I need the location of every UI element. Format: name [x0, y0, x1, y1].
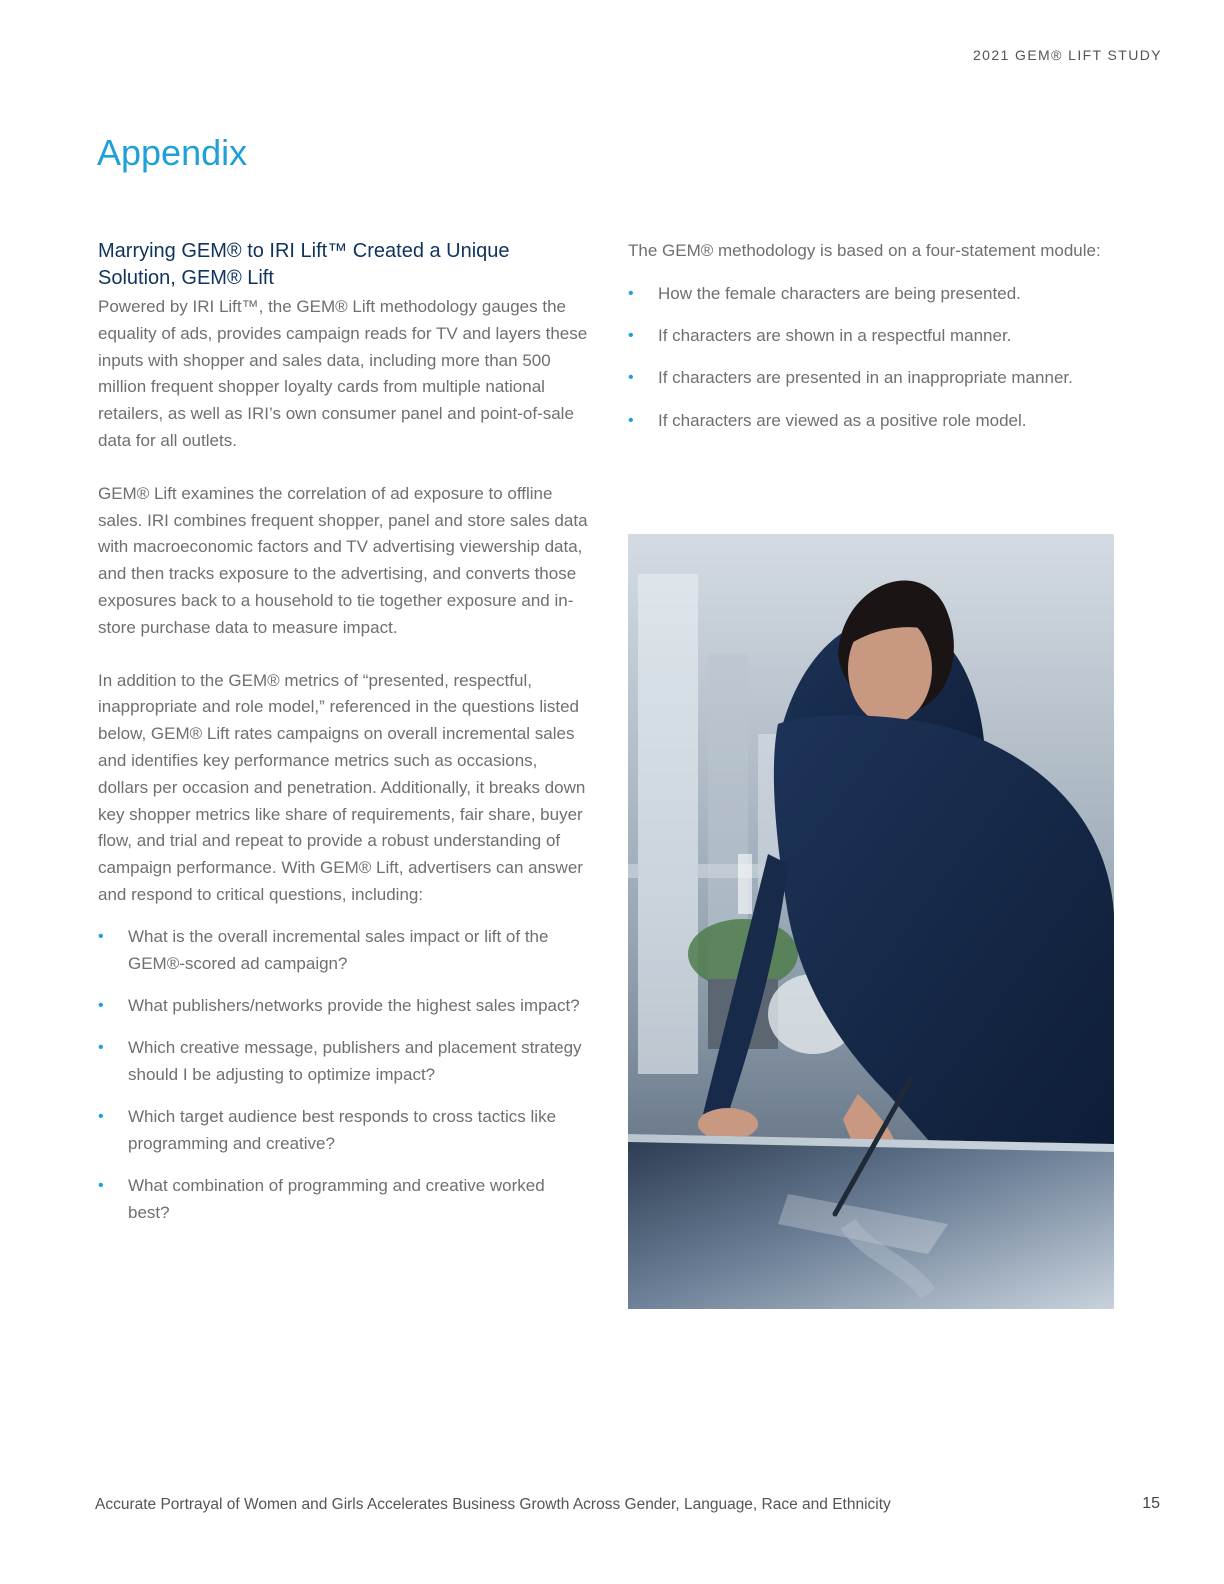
list-item	[628, 281, 1118, 308]
list-item	[98, 1173, 588, 1227]
list-item-text: Which target audience best responds to cross tactics like programming and creative?	[128, 1107, 557, 1154]
list-item-text: If characters are presented in an inappropriate manner.	[658, 368, 1073, 388]
page-title: Appendix	[97, 132, 248, 173]
list-item	[98, 1104, 588, 1158]
footer-text: Accurate Portrayal of Women and Girls Accelerates Business Growth Across Gender, Language, Race and Ethnicity	[95, 1496, 891, 1513]
bullet-icon: •	[628, 411, 634, 429]
page-number: 15	[1142, 1495, 1160, 1512]
list-item	[628, 408, 1118, 435]
list-item	[98, 924, 588, 978]
right-column	[628, 238, 1118, 450]
bullet-icon: •	[98, 1108, 104, 1126]
paragraph-1: Powered by IRI Lift™, the GEM® Lift methodology gauges the equality of ads, provides campaign reads for TV and layers these inputs with shopper and sales data, including more than 500 million frequent shopper loyalty cards from multiple national retailers, as well as IRI’s own consumer panel and point-of-sale data for all outlets.	[98, 297, 588, 450]
list-item-text: How the female characters are being presented.	[658, 283, 1021, 303]
paragraph-3: In addition to the GEM® metrics of “presented, respectful, inappropriate and role model,” referenced in the questions listed below, GEM® Lift rates campaigns on overall incremental sales and identifies key performance metrics such as occasions, dollars per occasion and penetration. Additionally, it breaks down key shopper metrics like share of requirements, fair share, buyer flow, and trial and repeat to provide a robust understanding of campaign performance. With GEM® Lift, advertisers can answer and respond to critical questions, including:	[98, 670, 586, 904]
bullet-icon: •	[628, 284, 634, 302]
paragraph-2: GEM® Lift examines the correlation of ad exposure to offline sales. IRI combines frequent shopper, panel and store sales data with macroeconomic factors and TV advertising viewership data, and then tracks exposure to the advertising, and converts those exposures back to a household to tie together exposure and in-store purchase data to measure impact.	[98, 483, 588, 637]
list-item	[628, 323, 1118, 350]
list-item-text: If characters are shown in a respectful manner.	[658, 326, 1012, 346]
bullet-icon: •	[628, 369, 634, 387]
woman-touchscreen-photo	[628, 534, 1114, 1309]
statements-list	[628, 281, 1118, 435]
bullet-icon: •	[98, 1177, 104, 1195]
bullet-icon: •	[98, 1039, 104, 1057]
questions-list	[98, 924, 588, 1227]
list-item	[628, 365, 1118, 392]
list-item-text: Which creative message, publishers and placement strategy should I be adjusting to optimize impact?	[128, 1038, 582, 1084]
list-item-text: What is the overall incremental sales impact or lift of the GEM®-scored ad campaign?	[128, 926, 549, 973]
section-subhead: Marrying GEM® to IRI Lift™ Created a Unique Solution, GEM® Lift	[98, 240, 510, 289]
photo-illustration	[628, 534, 1114, 1309]
bullet-icon: •	[98, 927, 104, 945]
left-column	[98, 238, 588, 1242]
list-item-text: What combination of programming and creative worked best?	[128, 1176, 545, 1223]
bullet-icon: •	[98, 996, 104, 1014]
methodology-intro: The GEM® methodology is based on a four-statement module:	[628, 241, 1101, 260]
running-header: 2021 GEM® LIFT STUDY	[973, 47, 1162, 63]
bullet-icon: •	[628, 327, 634, 345]
list-item	[98, 993, 588, 1020]
list-item	[98, 1035, 588, 1089]
list-item-text: What publishers/networks provide the highest sales impact?	[128, 995, 580, 1015]
list-item-text: If characters are viewed as a positive role model.	[658, 410, 1027, 430]
